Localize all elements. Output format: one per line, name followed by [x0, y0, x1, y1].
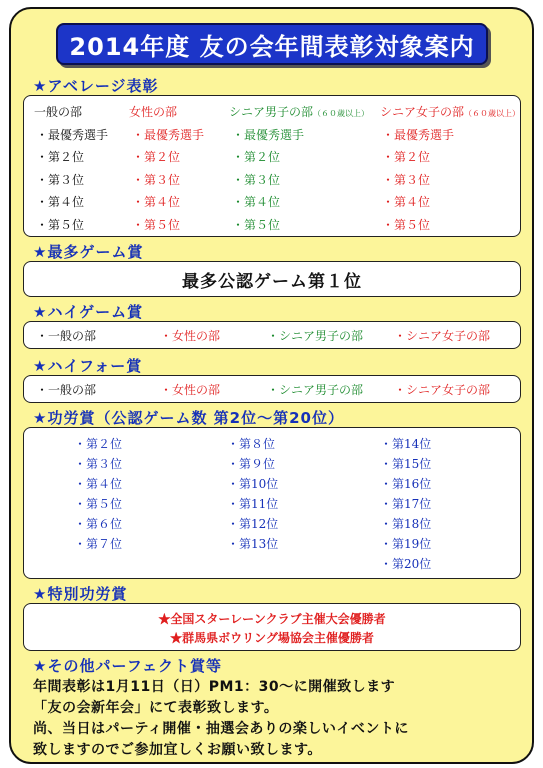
list-item: ・第２位 [74, 437, 123, 451]
merit-award-box [23, 427, 521, 579]
col-header-senior-men: シニア男子の部（６０歳以上） [229, 105, 370, 119]
list-item: ・第９位 [227, 457, 276, 471]
list-item: ・最優秀選手 [36, 128, 109, 142]
page-title: 2014年度 友の会年間表彰対象案内 [56, 23, 488, 65]
list-item: ・女性の部 [160, 329, 221, 343]
list-item: ・第５位 [232, 218, 281, 232]
list-item: ・女性の部 [160, 383, 221, 397]
list-item: ・第３位 [74, 457, 123, 471]
list-item: ・第18位 [380, 517, 432, 531]
announcement-line: 「友の会新年会」にて表彰致します。 [33, 700, 279, 716]
high-game-box [23, 321, 521, 349]
announcement-text [33, 677, 409, 761]
announcement-line: 尚、当日はパーティ開催・抽選会ありの楽しいイベントに [33, 721, 409, 737]
list-item: ・第３位 [36, 173, 85, 187]
list-item: ・第５位 [36, 218, 85, 232]
list-item: ・第８位 [227, 437, 276, 451]
list-item: ・第14位 [380, 437, 432, 451]
list-item: ・第20位 [380, 557, 432, 571]
list-item: ・一般の部 [36, 329, 97, 343]
section-heading-high-four: ★ハイフォー賞 [33, 357, 143, 375]
list-item: ・第10位 [227, 477, 279, 491]
list-item: ・シニア男子の部 [267, 383, 364, 397]
list-item: ★群馬県ボウリング場協会主催優勝者 [170, 631, 374, 645]
announcement-line: 年間表彰は1月11日（日）PM1：30～に開催致します [33, 679, 396, 695]
list-item: ・第４位 [36, 195, 85, 209]
high-four-box [23, 375, 521, 403]
list-item: ・シニア男子の部 [267, 329, 364, 343]
list-item: ・シニア女子の部 [394, 329, 491, 343]
list-item: ・第５位 [382, 218, 431, 232]
section-heading-special-merit: ★特別功労賞 [33, 585, 128, 603]
list-item: ・第４位 [232, 195, 281, 209]
list-item: ・第17位 [380, 497, 432, 511]
list-item: ・第19位 [380, 537, 432, 551]
list-item: ・第４位 [132, 195, 181, 209]
col-header-senior-women: シニア女子の部（６０歳以上） [380, 105, 521, 119]
list-item: ・一般の部 [36, 383, 97, 397]
poster-frame [9, 7, 534, 764]
list-item: ・第２位 [132, 150, 181, 164]
list-item: ・第２位 [382, 150, 431, 164]
list-item: ・第15位 [380, 457, 432, 471]
list-item: ・第７位 [74, 537, 123, 551]
list-item: ・第11位 [227, 497, 279, 511]
col-header-general: 一般の部 [34, 105, 83, 119]
most-games-box [23, 261, 521, 297]
list-item: ・第５位 [132, 218, 181, 232]
section-heading-average: ★アベレージ表彰 [33, 77, 159, 95]
average-award-box [23, 95, 521, 237]
section-heading-high-game: ★ハイゲーム賞 [33, 303, 144, 321]
most-games-text: 最多公認ゲーム第１位 [182, 271, 362, 292]
section-heading-most-games: ★最多ゲーム賞 [33, 243, 144, 261]
list-item: ★全国スターレーンクラブ主催大会優勝者 [158, 612, 386, 626]
list-item: ・最優秀選手 [232, 128, 305, 142]
special-merit-box [23, 603, 521, 651]
col-header-women: 女性の部 [129, 105, 178, 119]
list-item: ・第16位 [380, 477, 432, 491]
list-item: ・最優秀選手 [382, 128, 455, 142]
list-item: ・第13位 [227, 537, 279, 551]
list-item: ・第５位 [74, 497, 123, 511]
list-item: ・第３位 [232, 173, 281, 187]
list-item: ・シニア女子の部 [394, 383, 491, 397]
list-item: ・第２位 [36, 150, 85, 164]
list-item: ・第２位 [232, 150, 281, 164]
announcement-line: 致しますのでご参加宜しくお願い致します。 [33, 742, 322, 758]
list-item: ・第６位 [74, 517, 123, 531]
section-heading-other-perfect: ★その他パーフェクト賞等 [33, 657, 222, 675]
list-item: ・第３位 [382, 173, 431, 187]
list-item: ・第４位 [74, 477, 123, 491]
list-item: ・第12位 [227, 517, 279, 531]
list-item: ・第３位 [132, 173, 181, 187]
list-item: ・第４位 [382, 195, 431, 209]
list-item: ・最優秀選手 [132, 128, 205, 142]
section-heading-merit: ★功労賞（公認ゲーム数 第2位～第20位） [33, 409, 344, 427]
